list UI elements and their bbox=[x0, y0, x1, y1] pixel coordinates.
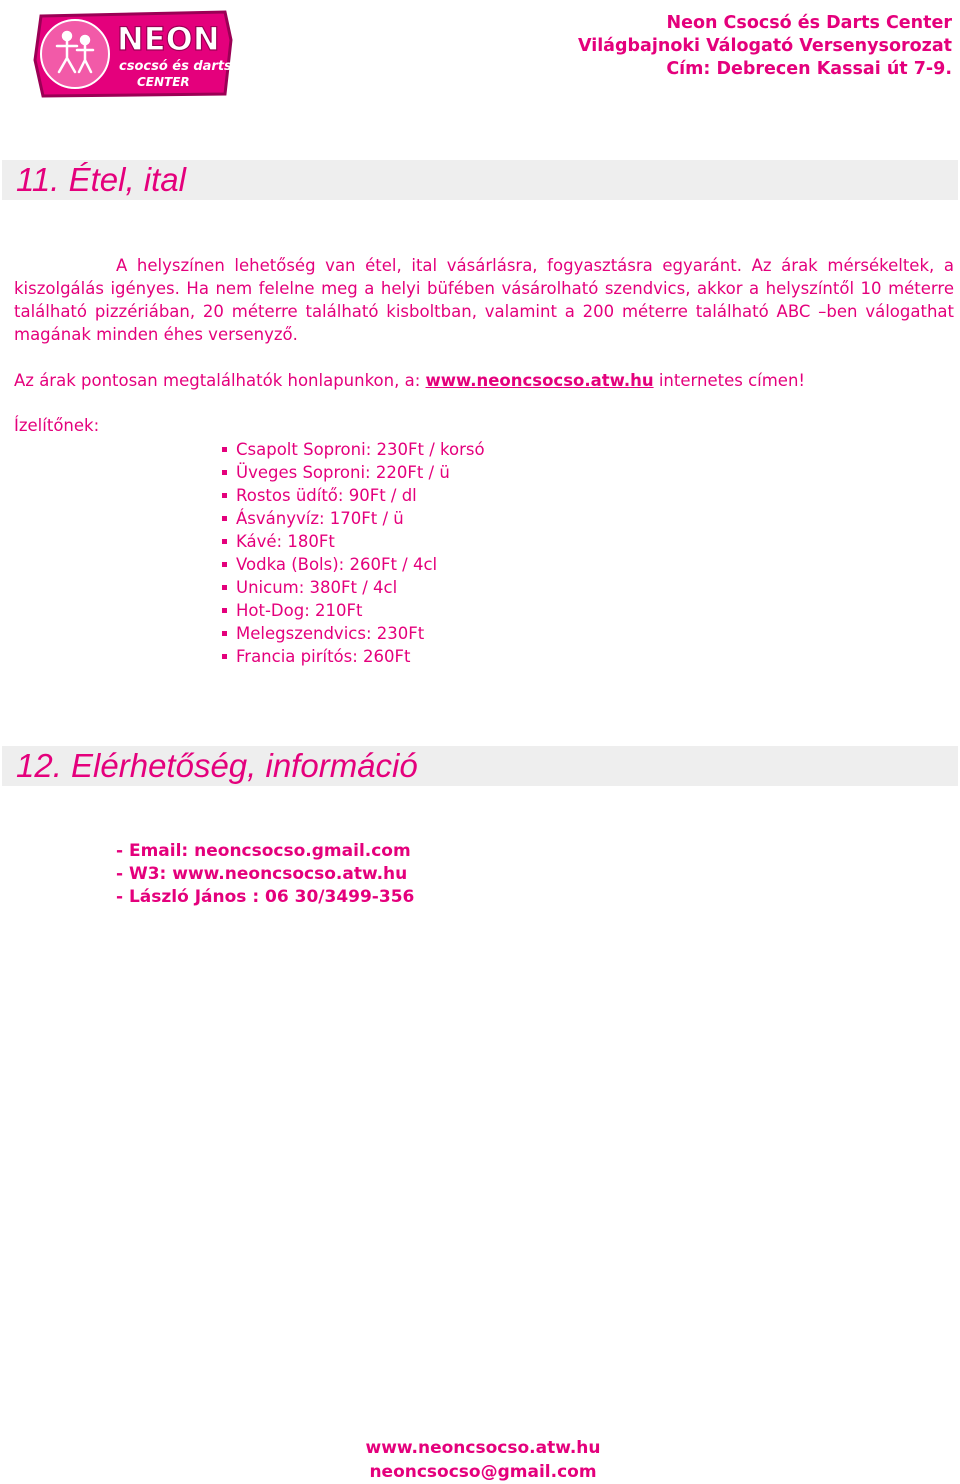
header-info bbox=[578, 12, 952, 81]
list-item-text: Ásványvíz: 170Ft / ü bbox=[236, 509, 404, 528]
list-item-text: Üveges Soproni: 220Ft / ü bbox=[236, 463, 450, 482]
prices-note-suffix: internetes címen! bbox=[653, 371, 806, 390]
bullet-square-icon bbox=[222, 654, 227, 659]
contact-list bbox=[116, 840, 414, 909]
prices-note bbox=[14, 369, 805, 392]
footer-website[interactable]: www.neoncsocso.atw.hu bbox=[365, 1438, 601, 1458]
list-item-text: Csapolt Soproni: 230Ft / korsó bbox=[236, 440, 485, 459]
prices-note-prefix: Az árak pontosan megtalálhatók honlapunkon, a: bbox=[14, 371, 426, 390]
bullet-square-icon bbox=[222, 447, 227, 452]
menu-price-list bbox=[222, 438, 485, 668]
list-item-text: Melegszendvics: 230Ft bbox=[236, 624, 425, 643]
contact-email: - Email: neoncsocso.gmail.com bbox=[116, 841, 411, 861]
list-item-text: Rostos üdítő: 90Ft / dl bbox=[236, 486, 417, 505]
logo-word: NEON bbox=[117, 20, 220, 58]
section-12-bar bbox=[2, 746, 958, 786]
section-11-bar bbox=[2, 160, 958, 200]
list-item-text: Francia pirítós: 260Ft bbox=[236, 647, 411, 666]
list-item bbox=[222, 461, 485, 484]
bullet-square-icon bbox=[222, 608, 227, 613]
neon-logo bbox=[33, 10, 233, 98]
list-item-text: Kávé: 180Ft bbox=[236, 532, 335, 551]
list-item bbox=[222, 553, 485, 576]
list-item bbox=[222, 438, 485, 461]
list-item-text: Unicum: 380Ft / 4cl bbox=[236, 578, 398, 597]
list-item bbox=[222, 576, 485, 599]
section-11-title: 11. Étel, ital bbox=[16, 161, 186, 198]
prices-website-link[interactable]: www.neoncsocso.atw.hu bbox=[425, 371, 654, 390]
list-item bbox=[222, 599, 485, 622]
footer-email[interactable]: neoncsocso@gmail.com bbox=[369, 1462, 597, 1482]
contact-website: - W3: www.neoncsocso.atw.hu bbox=[116, 864, 408, 884]
list-item bbox=[222, 622, 485, 645]
logo-tagline-2: CENTER bbox=[137, 75, 190, 89]
list-item-text: Hot-Dog: 210Ft bbox=[236, 601, 363, 620]
sampler-label: Ízelítőnek: bbox=[14, 416, 100, 435]
list-item-text: Vodka (Bols): 260Ft / 4cl bbox=[236, 555, 438, 574]
list-item bbox=[222, 645, 485, 668]
header-address: Cím: Debrecen Kassai út 7-9. bbox=[666, 59, 952, 79]
bullet-square-icon bbox=[222, 631, 227, 636]
bullet-square-icon bbox=[222, 562, 227, 567]
bullet-square-icon bbox=[222, 470, 227, 475]
page-footer bbox=[0, 1436, 960, 1484]
bullet-square-icon bbox=[222, 493, 227, 498]
section-12-title: 12. Elérhetőség, információ bbox=[16, 747, 418, 784]
section-11-paragraph bbox=[14, 254, 954, 346]
bullet-square-icon bbox=[222, 539, 227, 544]
list-item bbox=[222, 530, 485, 553]
logo-graphic bbox=[33, 10, 233, 98]
bullet-square-icon bbox=[222, 585, 227, 590]
list-item bbox=[222, 507, 485, 530]
header-series-name: Világbajnoki Válogató Versenysorozat bbox=[577, 36, 952, 56]
section-11-paragraph-text: A helyszínen lehetőség van étel, ital vásárlásra, fogyasztásra egyaránt. Az árak mérsékeltek, a kiszolgálás igényes. Ha nem felelne meg a helyi büfében vásárolható szendvics, akkor a helyszíntől 10 méterre található pizzériában, 20 méterre található kisboltban, valamint a 200 méterre található ABC –ben válogathat magának minden éhes versenyző. bbox=[14, 256, 954, 344]
logo-tagline-1: csocsó és darts bbox=[119, 59, 232, 74]
bullet-square-icon bbox=[222, 516, 227, 521]
header-company-name: Neon Csocsó és Darts Center bbox=[666, 13, 952, 33]
contact-phone: - László János : 06 30/3499-356 bbox=[116, 887, 415, 907]
list-item bbox=[222, 484, 485, 507]
